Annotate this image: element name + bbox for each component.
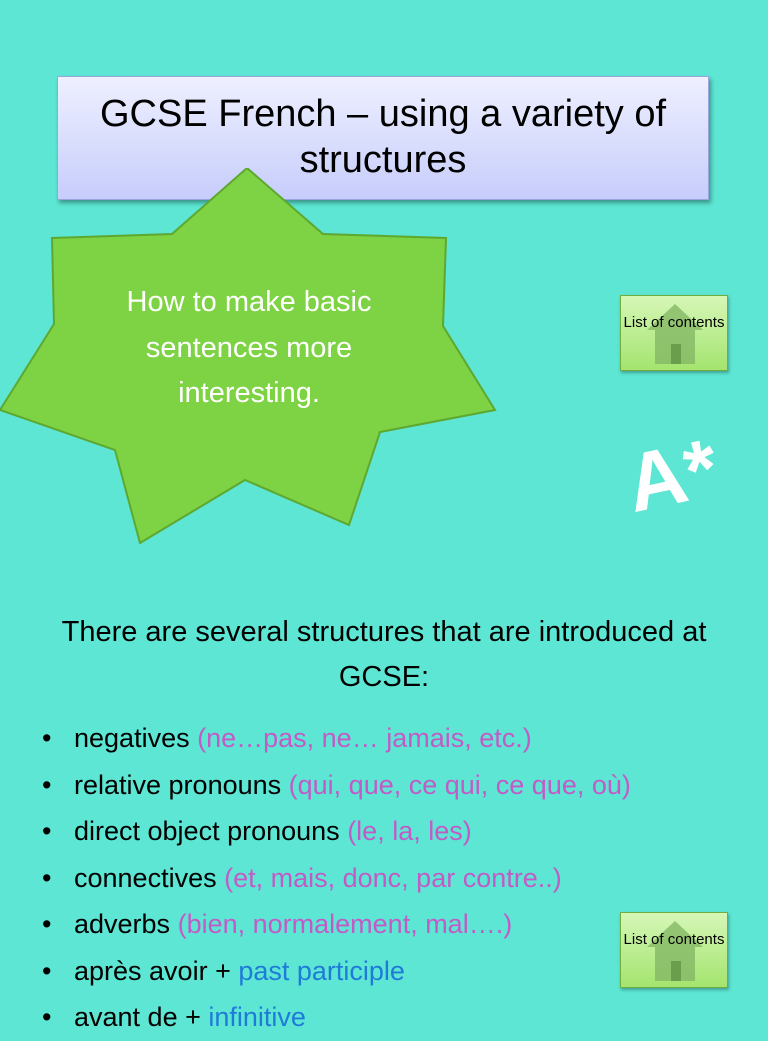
bullet-icon: • (42, 816, 52, 846)
list-item (40, 808, 740, 855)
structure-term: avant de + (74, 1002, 201, 1032)
list-item (40, 762, 740, 809)
structure-term: adverbs (74, 909, 171, 939)
a-star-grade: A* (618, 422, 727, 530)
structure-term: après avoir + (74, 955, 231, 986)
list-of-contents-label: List of contents (623, 931, 725, 948)
list-of-contents-button[interactable] (620, 912, 728, 988)
structure-term: connectives (74, 862, 217, 893)
structure-examples: past participle (238, 955, 405, 986)
bullet-icon: • (42, 955, 52, 986)
structure-examples: (qui, que, ce qui, ce que, où) (288, 769, 631, 800)
structure-examples: infinitive (208, 1002, 306, 1032)
structure-examples: (bien, normalement, mal….) (177, 909, 513, 939)
intro-text: There are several structures that are introduced at GCSE: (61, 616, 707, 693)
star-text: How to make basic sentences more interesting. (126, 286, 372, 410)
structure-term: negatives (74, 723, 190, 753)
list-of-contents-label: List of contents (623, 314, 725, 331)
bullet-icon: • (42, 723, 52, 753)
star-callout (0, 168, 500, 544)
list-item (40, 994, 740, 1041)
structure-examples: (et, mais, donc, par contre..) (224, 862, 562, 893)
list-of-contents-button[interactable] (620, 295, 728, 371)
structure-term: relative pronouns (74, 769, 282, 800)
structure-examples: (ne…pas, ne… jamais, etc.) (197, 723, 532, 753)
structures-list (40, 715, 740, 1041)
page-title: GCSE French – using a variety of structures (99, 93, 667, 181)
list-item (40, 715, 740, 762)
bullet-icon: • (42, 1002, 52, 1032)
structure-term: direct object pronouns (74, 816, 340, 846)
bullet-icon: • (42, 769, 52, 800)
structure-examples: (le, la, les) (347, 816, 472, 846)
bullet-icon: • (42, 909, 52, 939)
list-item (40, 855, 740, 902)
bullet-icon: • (42, 862, 52, 893)
